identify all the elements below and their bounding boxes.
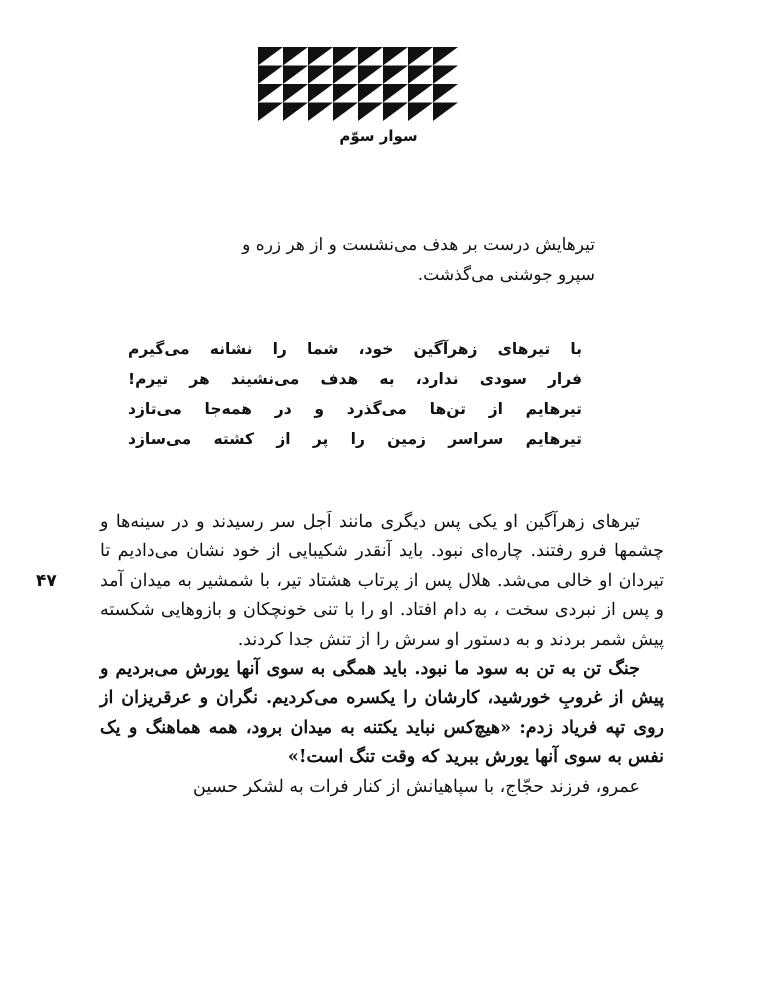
ornament-triangle: [308, 66, 333, 85]
ornament-triangle: [383, 47, 408, 66]
ornament-triangle: [283, 103, 308, 122]
ornament-triangle: [358, 84, 383, 103]
ornament-triangle: [433, 66, 458, 85]
poem-line: تیرهایم سراسر زمین را پر از کشته می‌سازد: [128, 430, 582, 448]
ornament-triangle: [383, 84, 408, 103]
ornament-triangle: [258, 66, 283, 85]
body-text: [100, 508, 664, 802]
ornament-triangle: [433, 47, 458, 66]
ornament-triangle: [358, 103, 383, 122]
ornament-triangle: [333, 47, 358, 66]
paragraph: عمرو، فرزند حجّاج، با سپاهیانش از کنار فرات به لشکر حسین: [193, 776, 640, 797]
poem-line: فرار سودی ندارد، به هدف می‌نشیند هر تیرم!: [128, 370, 582, 388]
chapter-title: سوار سوّم: [339, 127, 418, 145]
ornament-triangle: [383, 103, 408, 122]
ornament-triangle: [308, 84, 333, 103]
ornament-triangle: [283, 84, 308, 103]
ornament-triangle: [333, 84, 358, 103]
epigraph-line: سپرو جوشنی می‌گذشت.: [417, 265, 595, 285]
ornament-triangle: [258, 84, 283, 103]
ornament-triangle: [308, 103, 333, 122]
ornament-triangle: [408, 66, 433, 85]
poem-line: با تیرهای زهرآگین خود، شما را نشانه می‌گیرم: [128, 340, 582, 358]
ornament-triangle: [258, 103, 283, 122]
ornament-triangle: [433, 103, 458, 122]
ornament-triangle: [258, 47, 283, 66]
ornament-triangle: [283, 66, 308, 85]
ornament-triangle: [433, 84, 458, 103]
triangle-ornament: [258, 47, 458, 121]
page-number: ۴۷: [36, 571, 57, 591]
epigraph: [140, 230, 595, 290]
ornament-triangle: [283, 47, 308, 66]
ornament-triangle: [408, 84, 433, 103]
paragraph: تیرهای زهرآگین او یکی پس دیگری مانند اَجل سر رسیدند و در سینه‌ها و چشمها فرو رفتند. چاره‌ای نبود. باید آنقدر شکیبایی از خود نشان می‌دادیم تا تیردان او خالی می‌شد. هلال پس از پرتاب هشتاد تیر، با شمشیر به میدان آمد و پس از نبردی سخت ، به دام افتاد. او را با تنی خونچکان و بازوهایی شکسته پیش شمر بردند و به دستور او سرش را از تنش جدا کردند.: [100, 512, 664, 650]
ornament-triangle: [333, 66, 358, 85]
ornament-triangle: [383, 66, 408, 85]
paragraph: جنگ تن به تن به سود ما نبود. باید همگی به سوی آنها یورش می‌بردیم و پیش از غروبِ خورشید، کارشان را یکسره می‌کردیم. نگران و عرقریزان از روی تپه فریاد زدم: «هیچ‌کس نباید یکتنه به میدان برود، همه هماهنگ و یک نفس به سوی آنها یورش ببرید که وقت تنگ است!»: [100, 659, 664, 768]
epigraph-line: تیرهایش درست بر هدف می‌نشست و از هر زره و: [242, 235, 595, 255]
ornament-triangle: [358, 66, 383, 85]
ornament-triangle: [308, 47, 333, 66]
ornament-triangle: [408, 47, 433, 66]
ornament-triangle: [358, 47, 383, 66]
ornament-triangle: [408, 103, 433, 122]
poem-line: تیرهایم از تن‌ها می‌گذرد و در همه‌جا می‌تازد: [128, 400, 582, 418]
ornament-triangle: [333, 103, 358, 122]
poem: [128, 334, 582, 454]
